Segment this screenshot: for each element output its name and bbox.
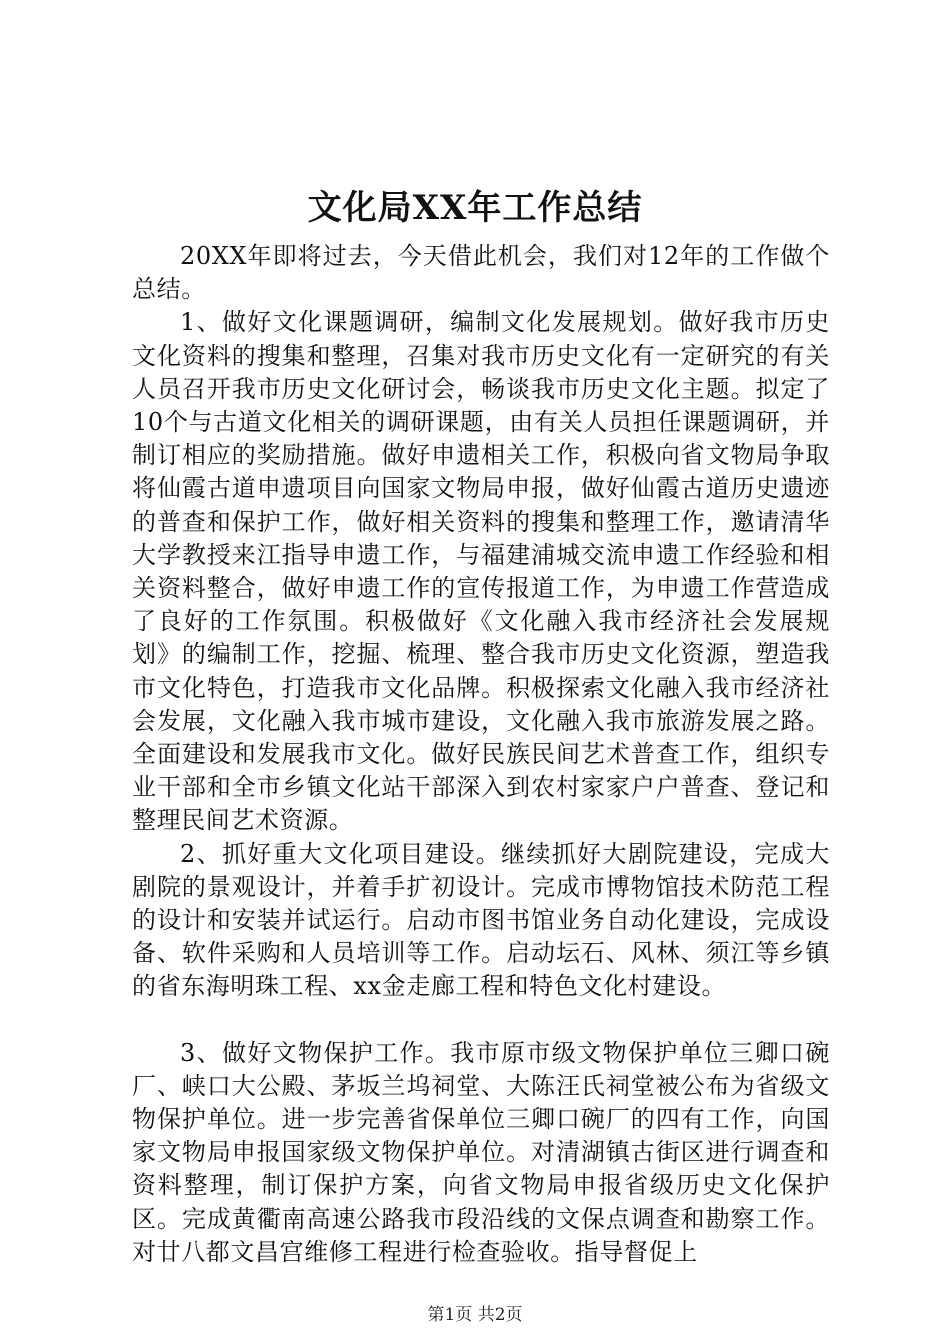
document-title: 文化局XX年工作总结 — [307, 188, 643, 228]
paragraph-item-2: 2、抓好重大文化项目建设。继续抓好大剧院建设，完成大剧院的景观设计，并着手扩初设计。完成市博物馆技术防范工程的设计和安装并试运行。启动市图书馆业务自动化建设，完成设备、软件采购和人员培训等工作。启动坛石、风林、须江等乡镇的省东海明珠工程、xx金走廊工程和特色文化村建设。 — [132, 839, 830, 1001]
paragraph-intro: 20XX年即将过去，今天借此机会，我们对12年的工作做个总结。 — [132, 242, 830, 304]
paragraph-item-3: 3、做好文物保护工作。我市原市级文物保护单位三卿口碗厂、峡口大公殿、茅坂兰坞祠堂、大陈汪氏祠堂被公布为省级文物保护单位。进一步完善省保单位三卿口碗厂的四有工作，向国家文物局申报国家级文物保护单位。对清湖镇古街区进行调查和资料整理，制订保护方案，向省文物局申报省级历史文化保护区。完成黄衢南高速公路我市段沿线的文保点调查和勘察工作。对廿八都文昌宫维修工程进行检查验收。指导督促上 — [132, 1038, 830, 1266]
document-body — [132, 240, 830, 1269]
paragraph-item-1: 1、做好文化课题调研，编制文化发展规划。做好我市历史文化资料的搜集和整理，召集对我市历史文化有一定研究的有关人员召开我市历史文化研讨会，畅谈我市历史文化主题。拟定了10个与古道文化相关的调研课题，由有关人员担任课题调研，并制订相应的奖励措施。做好申遗相关工作，积极向省文物局争取将仙霞古道申遗项目向国家文物局申报，做好仙霞古道历史遗迹的普查和保护工作，做好相关资料的搜集和整理工作，邀请清华大学教授来江指导申遗工作，与福建浦城交流申遗工作经验和相关资料整合，做好申遗工作的宣传报道工作，为申遗工作营造成了良好的工作氛围。积极做好《文化融入我市经济社会发展规划》的编制工作，挖掘、梳理、整合我市历史文化资源，塑造我市文化特色，打造我市文化品牌。积极探索文化融入我市经济社会发展，文化融入我市城市建设，文化融入我市旅游发展之路。全面建设和发展我市文化。做好民族民间艺术普查工作，组织专业干部和全市乡镇文化站干部深入到农村家家户户普查、登记和整理民间艺术资源。 — [132, 308, 830, 835]
page-footer: 第1页 共2页 — [427, 1305, 523, 1325]
